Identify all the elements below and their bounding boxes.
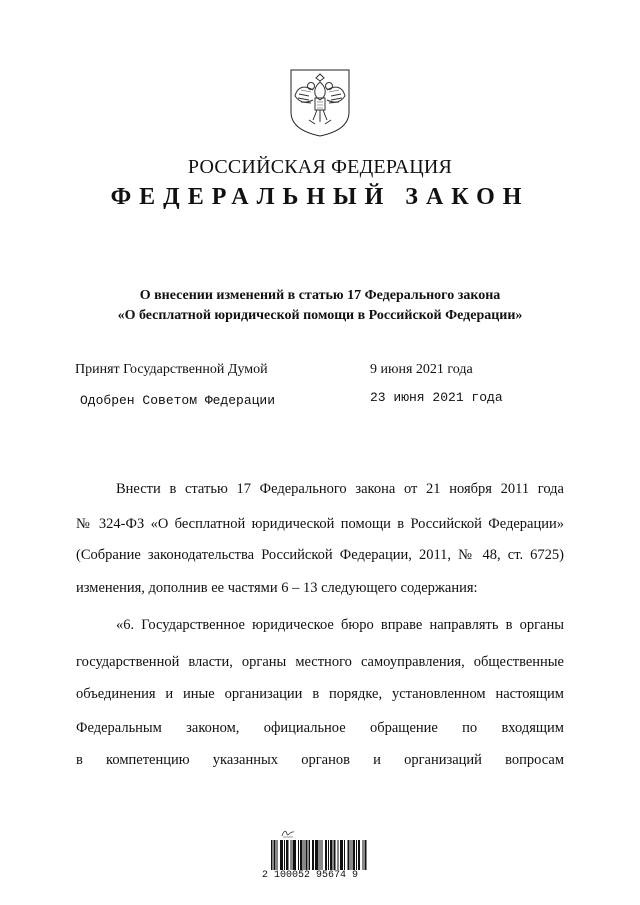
- registration-mark-icon: [281, 828, 295, 838]
- body-line-2: № 324-ФЗ «О бесплатной юридической помощи в Российской Федерации»: [76, 516, 564, 532]
- body-line-6: государственной власти, органы местного самоуправления, общественные: [76, 654, 564, 670]
- coat-of-arms-emblem: [287, 66, 353, 138]
- body-line-3: (Собрание законодательства Российской Федерации, 2011, № 48, ст. 6725): [76, 547, 564, 563]
- country-name: РОССИЙСКАЯ ФЕДЕРАЦИЯ: [187, 156, 453, 178]
- barcode: [271, 840, 367, 870]
- body-line-5: «6. Государственное юридическое бюро вправе направлять в органы: [116, 617, 564, 633]
- duma-adoption-label: Принят Государственной Думой: [75, 362, 268, 377]
- body-line-1: Внести в статью 17 Федерального закона от 21 ноября 2011 года: [116, 481, 564, 497]
- law-subject-line-1: О внесении изменений в статью 17 Федерального закона: [139, 288, 501, 303]
- body-line-7: объединения и иные организации в порядке, установленном настоящим: [76, 686, 564, 702]
- body-line-9: в компетенцию указанных органов и организаций вопросам: [76, 752, 564, 768]
- document-type-title: ФЕДЕРАЛЬНЫЙ ЗАКОН: [110, 184, 530, 210]
- duma-adoption-date: 9 июня 2021 года: [370, 362, 473, 377]
- body-line-4: изменения, дополнив ее частями 6 – 13 следующего содержания:: [76, 580, 478, 596]
- law-subject-line-2: «О бесплатной юридической помощи в Российской Федерации»: [117, 308, 523, 323]
- council-approval-date: 23 июня 2021 года: [370, 390, 503, 405]
- body-line-8: Федеральным законом, официальное обращение по входящим: [76, 720, 564, 736]
- council-approval-label: Одобрен Советом Федерации: [80, 393, 276, 408]
- law-subject: [0, 286, 640, 326]
- barcode-number: 2 100052 95674 9: [262, 870, 359, 881]
